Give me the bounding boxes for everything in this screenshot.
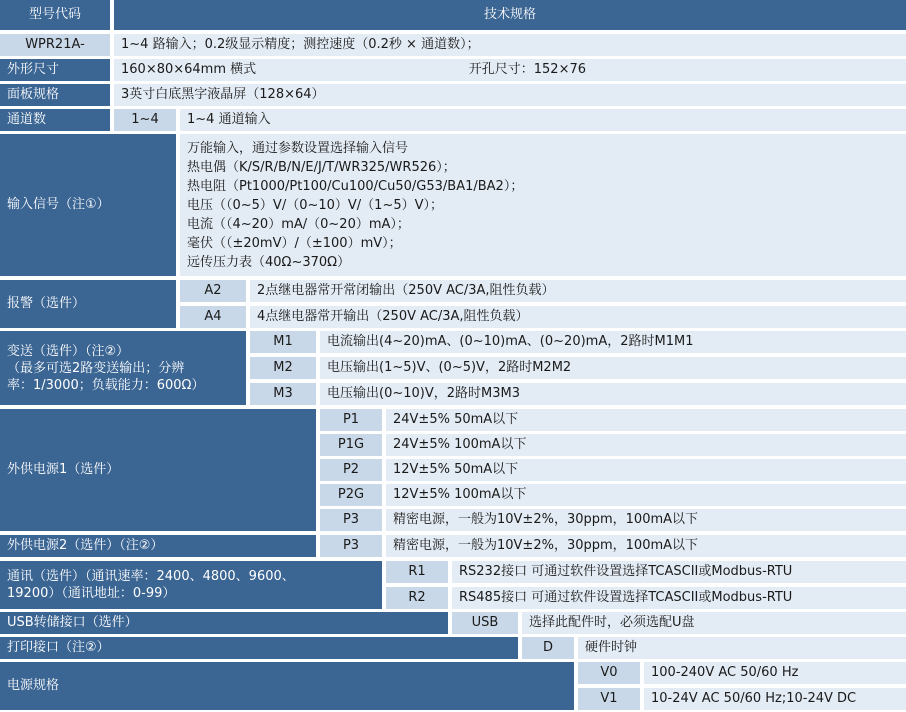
power-out1-code-p2g [320, 484, 382, 506]
option-desc: 2点继电器常开常闭输出（250V AC/3A,阻性负载） [257, 283, 555, 299]
channels-code: 1~4 [131, 112, 159, 128]
comm-label-line: 通讯（选件）（通讯速率：2400、4800、9600、 [7, 569, 295, 584]
power-out1-desc-p1 [386, 409, 906, 431]
option-desc: 24V±5% 100mA以下 [393, 437, 527, 453]
channels-code-cell [114, 109, 176, 131]
option-code: P3 [342, 512, 360, 528]
transmit-code-m2 [250, 357, 316, 379]
option-desc: 100-240V AC 50/60 Hz [651, 665, 799, 681]
model-spec-cell [114, 34, 906, 56]
usb-desc [522, 612, 906, 634]
printer-code [522, 637, 574, 659]
transmit-code-m3 [250, 383, 316, 405]
panel-label: 面板规格 [7, 87, 60, 103]
option-desc: 4点继电器常开输出（250V AC/3A,阻性负载） [257, 309, 529, 325]
comm-desc-r2 [452, 587, 906, 609]
option-code: P2 [342, 462, 360, 478]
transmit-label-line: 变送（选件）（注②） [7, 343, 130, 359]
option-code: A2 [204, 283, 222, 299]
input-signal-line: 远传压力表（40Ω~370Ω） [187, 254, 351, 270]
dimensions-size: 160×80×64mm 横式 [121, 62, 257, 78]
input-signal-line: 毫伏（（±20mV）/（±100）mV）； [187, 235, 402, 251]
panel-value-cell [114, 84, 906, 106]
power-code-v0 [578, 662, 640, 684]
option-desc: 12V±5% 100mA以下 [393, 487, 527, 503]
input-signal-list [180, 134, 906, 276]
option-desc: 硬件时钟 [585, 640, 638, 656]
power-label: 电源规格 [7, 678, 60, 694]
transmit-label-line: （最多可选2路变送输出；分辨 [7, 360, 185, 376]
option-code: P2G [337, 487, 365, 503]
option-desc: 10-24V AC 50/60 Hz;10-24V DC [651, 691, 857, 707]
comm-code-r1 [386, 561, 448, 583]
model-spec: 1~4 路输入；0.2级显示精度；测控速度（0.2秒 × 通道数）； [121, 37, 480, 53]
power-out1-label: 外供电源1（选件） [7, 462, 120, 478]
power-out1-desc-p1g [386, 434, 906, 456]
option-desc: 12V±5% 50mA以下 [393, 462, 519, 478]
model-code-cell [0, 34, 110, 56]
option-desc: 精密电源，一般为10V±2%，30ppm，100mA以下 [393, 538, 699, 554]
alarm-code-a2 [180, 280, 246, 302]
option-code: V1 [600, 691, 618, 707]
power-desc-v1 [644, 688, 906, 710]
printer-desc [578, 637, 906, 659]
transmit-desc-m3 [320, 383, 906, 405]
printer-label: 打印接口（注②） [7, 640, 110, 656]
input-signal-label: 输入信号（注①） [7, 197, 110, 213]
input-signal-line: 热电阻（Pt1000/Pt100/Cu100/Cu50/G53/BA1/BA2）； [187, 178, 524, 194]
model-code: WPR21A- [25, 37, 85, 53]
power-out2-desc [386, 535, 906, 557]
header-model-code-label: 型号代码 [28, 7, 81, 23]
option-code: M3 [273, 386, 293, 402]
option-code: R1 [408, 564, 426, 580]
dimensions-label-cell [0, 59, 110, 81]
option-code: USB [471, 615, 499, 631]
option-code: D [542, 640, 553, 656]
panel-value: 3英寸白底黑字液晶屏（128×64） [121, 87, 325, 103]
usb-label: USB转储接口（选件） [7, 615, 138, 631]
option-desc: RS485接口 可通过软件设置选择TCASCII或Modbus-RTU [459, 590, 793, 606]
dimensions-label: 外形尺寸 [7, 62, 60, 78]
power-code-v1 [578, 688, 640, 710]
option-desc: 精密电源，一般为10V±2%，30ppm，100mA以下 [393, 512, 699, 528]
option-code: M1 [273, 334, 293, 350]
alarm-desc-a2 [250, 280, 906, 302]
power-out1-code-p2 [320, 459, 382, 481]
alarm-label-cell [0, 280, 176, 328]
dimensions-cutout: 开孔尺寸：152×76 [468, 62, 586, 78]
power-out1-desc-p3 [386, 509, 906, 531]
transmit-desc-m1 [320, 331, 906, 353]
channels-label-cell [0, 109, 110, 131]
power-out2-label: 外供电源2（选件）（注②） [7, 538, 164, 554]
option-desc: 选择此配件时，必须选配U盘 [529, 615, 695, 631]
header-tech-spec [114, 0, 906, 30]
option-desc: RS232接口 可通过软件设置选择TCASCII或Modbus-RTU [459, 564, 793, 580]
channels-label: 通道数 [7, 112, 47, 128]
power-out1-desc-p2 [386, 459, 906, 481]
usb-code [452, 612, 518, 634]
panel-label-cell [0, 84, 110, 106]
power-out1-code-p1g [320, 434, 382, 456]
power-out2-code [320, 535, 382, 557]
option-desc: 电压输出(1~5)V、(0~5)V，2路时M2M2 [327, 360, 572, 376]
option-code: P3 [342, 538, 360, 554]
dimensions-value-cell [114, 59, 906, 81]
header-model-code [0, 0, 110, 30]
option-code: R2 [408, 590, 426, 606]
input-signal-line: 万能输入，通过参数设置选择输入信号 [187, 140, 409, 156]
power-out1-label-cell [0, 409, 316, 531]
comm-label-cell [0, 561, 382, 609]
comm-code-r2 [386, 587, 448, 609]
power-out1-code-p3 [320, 509, 382, 531]
option-desc: 电流输出(4~20)mA、(0~10)mA、(0~20)mA，2路时M1M1 [327, 334, 694, 350]
input-signal-line: 热电偶（K/S/R/B/N/E/J/T/WR325/WR526）； [187, 159, 456, 175]
input-signal-line: 电压（（0~5）V/（0~10）V/（1~5）V）； [187, 197, 444, 213]
option-code: P1 [342, 412, 360, 428]
option-desc: 电压输出(0~10)V，2路时M3M3 [327, 386, 520, 402]
transmit-label-line: 率：1/3000；负载能力：600Ω） [7, 377, 205, 393]
option-code: V0 [600, 665, 618, 681]
comm-desc-r1 [452, 561, 906, 583]
alarm-label: 报警（选件） [7, 296, 86, 312]
transmit-label-cell [0, 331, 246, 405]
alarm-code-a4 [180, 306, 246, 328]
power-label-cell [0, 662, 574, 710]
input-signal-label-cell [0, 134, 176, 276]
header-tech-spec-label: 技术规格 [483, 7, 536, 23]
option-code: M2 [273, 360, 293, 376]
comm-label-line: 19200）（通讯地址：0-99） [7, 586, 176, 601]
transmit-code-m1 [250, 331, 316, 353]
channels-value-cell [180, 109, 906, 131]
power-desc-v0 [644, 662, 906, 684]
power-out1-desc-p2g [386, 484, 906, 506]
power-out2-label-cell [0, 535, 316, 557]
usb-label-cell [0, 612, 448, 634]
option-code: P1G [337, 437, 365, 453]
alarm-desc-a4 [250, 306, 906, 328]
transmit-desc-m2 [320, 357, 906, 379]
power-out1-code-p1 [320, 409, 382, 431]
option-code: A4 [204, 309, 222, 325]
printer-label-cell [0, 637, 518, 659]
input-signal-line: 电流（（4~20）mA/（0~20）mA）； [187, 216, 410, 232]
option-desc: 24V±5% 50mA以下 [393, 412, 519, 428]
channels-value: 1~4 通道输入 [187, 112, 271, 128]
